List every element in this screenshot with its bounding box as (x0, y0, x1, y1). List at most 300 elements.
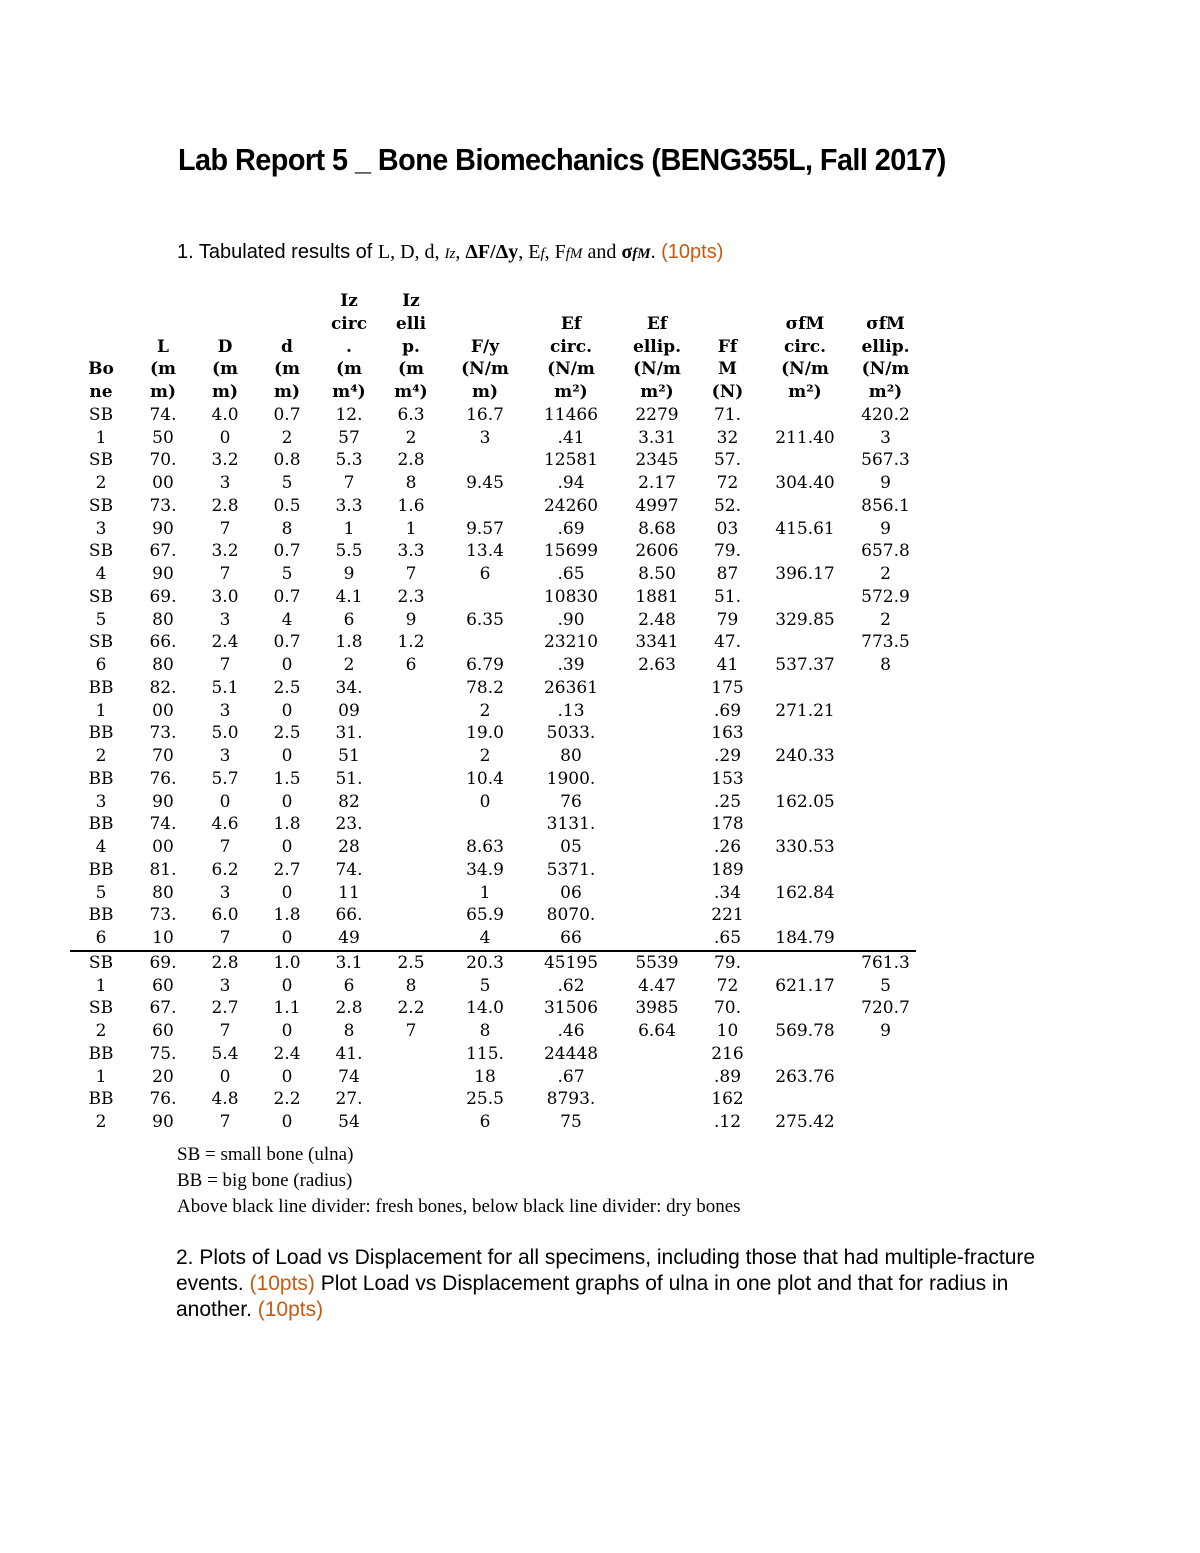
cell-line (855, 677, 916, 700)
cell-line (855, 722, 916, 745)
sep-1: , (455, 241, 466, 263)
cell-line: 6 (95, 928, 107, 948)
cell-line: 12581 (543, 450, 599, 471)
table-cell (528, 586, 614, 632)
cell-line: 8793. (546, 1089, 596, 1110)
cell-line: .89 (713, 1066, 742, 1087)
table-row (70, 951, 916, 998)
table-cell (442, 540, 528, 586)
table-cell (318, 722, 380, 768)
cell-line: 8.50 (638, 564, 676, 584)
cell-line: .69 (713, 700, 742, 721)
cell-line: 78.2 (466, 677, 504, 698)
cell-line (755, 722, 855, 745)
cell-line: 216 (711, 1043, 744, 1064)
cell-line: 6 (343, 609, 355, 630)
table-cell (700, 768, 755, 814)
cell-line: 4997 (635, 495, 679, 516)
cell-line: 3341 (635, 632, 679, 653)
cell-line (614, 768, 700, 791)
question-2-points-a: (10pts) (249, 1272, 315, 1295)
cell-line: .26 (713, 837, 742, 857)
cell-line: 18 (474, 1066, 496, 1087)
cell-line: 41. (335, 1043, 363, 1064)
cell-line: 7 (219, 1021, 231, 1041)
table-cell (442, 951, 528, 998)
cell-line: 5.4 (211, 1043, 239, 1064)
cell-line: 5 (880, 975, 891, 996)
cell-line: 66. (149, 632, 177, 653)
column-header (528, 290, 614, 404)
table-cell (380, 768, 442, 814)
table-cell (755, 997, 855, 1043)
table-cell (380, 1043, 442, 1089)
cell-line: 6.35 (466, 609, 504, 630)
cell-line (614, 1111, 700, 1134)
cell-line: SB (88, 998, 114, 1019)
table-cell (132, 768, 194, 814)
table-cell (70, 722, 132, 768)
cell-line: .46 (557, 1021, 585, 1041)
cell-line: 189 (711, 859, 744, 880)
cell-line: 23. (335, 814, 363, 835)
cell-line: 4 (479, 928, 491, 948)
cell-line: 3 (219, 609, 231, 630)
table-cell (855, 677, 916, 723)
cell-line: 211.40 (775, 427, 835, 448)
cell-line: 79. (713, 541, 742, 562)
cell-line: 5.3 (335, 450, 363, 471)
cell-line: 24448 (543, 1043, 599, 1064)
cell-line: 0.7 (273, 404, 301, 425)
cell-line: 9 (880, 473, 891, 493)
cell-line (614, 745, 700, 768)
cell-line: 2 (880, 609, 891, 630)
cell-line: 27. (335, 1089, 363, 1110)
table-cell (614, 904, 700, 951)
var-ef-sub: f (540, 246, 545, 262)
cell-line: 5371. (546, 859, 596, 880)
table-cell (318, 904, 380, 951)
table-cell (70, 404, 132, 450)
cell-line (614, 791, 700, 814)
cell-line (855, 745, 916, 768)
table-cell (318, 449, 380, 495)
cell-line: 73. (149, 495, 177, 516)
table-cell (318, 951, 380, 998)
cell-line: .41 (557, 427, 585, 448)
cell-line: 5 (95, 609, 107, 630)
header-line: d (281, 336, 293, 357)
table-cell (194, 768, 256, 814)
table-cell (855, 997, 916, 1043)
header-line: (m (149, 359, 177, 380)
table-cell (256, 449, 318, 495)
cell-line: 80 (560, 746, 582, 766)
table-cell (700, 951, 755, 998)
cell-line: 7 (219, 564, 231, 584)
table-cell (528, 997, 614, 1043)
table-cell (855, 951, 916, 998)
cell-line: 6 (479, 1112, 491, 1132)
table-cell (528, 1088, 614, 1134)
cell-line: 6.2 (211, 859, 239, 880)
table-cell (614, 1043, 700, 1089)
cell-line (755, 540, 855, 563)
cell-line: 0.7 (273, 632, 301, 653)
cell-line: 03 (716, 518, 739, 539)
cell-line: 50 (152, 427, 174, 448)
table-cell (700, 495, 755, 541)
cell-line: 71. (713, 404, 742, 425)
table-cell (132, 951, 194, 998)
header-line: Ef (560, 313, 582, 334)
cell-line: 2 (479, 746, 491, 766)
cell-line: 79 (716, 609, 739, 630)
cell-line: 115. (466, 1043, 504, 1064)
var-ffm-sub: fM (565, 246, 583, 262)
table-cell (380, 495, 442, 541)
cell-line: 0 (281, 1066, 293, 1087)
header-row (70, 290, 916, 404)
table-cell (256, 951, 318, 998)
cell-line: .13 (557, 700, 585, 721)
page-title: Lab Report 5 _ Bone Biomechanics (BENG355L, Fall 2017) (178, 142, 946, 177)
table-cell (528, 951, 614, 998)
cell-line: 1 (405, 518, 417, 539)
cell-line: 2.8 (397, 450, 425, 471)
cell-line: SB (88, 632, 114, 653)
cell-line: 0.7 (273, 541, 301, 562)
table-cell (528, 722, 614, 768)
table-cell (442, 997, 528, 1043)
table-cell (70, 1088, 132, 1134)
table-cell (132, 631, 194, 677)
cell-line: 1 (343, 518, 355, 539)
cell-line: 74 (338, 1066, 360, 1087)
table-row (70, 540, 916, 586)
cell-line: 5 (281, 473, 293, 493)
cell-line: 8.63 (466, 837, 504, 857)
cell-line: 00 (152, 700, 174, 721)
cell-line: 2 (95, 473, 107, 493)
cell-line (755, 859, 855, 882)
cell-line: 2 (95, 746, 107, 766)
cell-line: .25 (713, 791, 742, 812)
cell-line: 4 (95, 564, 107, 584)
cell-line (380, 859, 442, 882)
cell-line: BB (88, 859, 114, 880)
table-cell (256, 997, 318, 1043)
table-cell (755, 813, 855, 859)
cell-line: 773.5 (861, 632, 910, 653)
header-line: (N/m (781, 359, 829, 380)
cell-line: 1.6 (397, 495, 425, 516)
cell-line: 9.57 (466, 518, 504, 539)
table-row (70, 1088, 916, 1134)
cell-line: 23210 (543, 632, 599, 653)
table-cell (700, 677, 755, 723)
table-cell (700, 997, 755, 1043)
cell-line: 2.5 (273, 677, 301, 698)
table-cell (194, 859, 256, 905)
table-cell (700, 859, 755, 905)
table-cell (528, 631, 614, 677)
cell-line: 4.8 (211, 1089, 239, 1110)
cell-line (855, 768, 916, 791)
cell-line: 82 (338, 791, 360, 812)
cell-line: 0 (281, 1112, 293, 1132)
column-header (614, 290, 700, 404)
cell-line: 0 (219, 427, 231, 448)
header-line: p. (402, 336, 420, 357)
table-cell (855, 586, 916, 632)
cell-line (855, 813, 916, 836)
cell-line: 72 (716, 473, 739, 493)
question-2-points-b: (10pts) (257, 1298, 324, 1321)
cell-line: 0 (281, 837, 293, 857)
cell-line (380, 813, 442, 836)
cell-line: 10 (716, 1021, 739, 1041)
cell-line: 8 (880, 655, 891, 675)
cell-line: 3.3 (397, 541, 425, 562)
cell-line: 82. (149, 677, 177, 698)
cell-line: 0.7 (273, 586, 301, 607)
cell-line: 67. (149, 998, 177, 1019)
cell-line: 34. (335, 677, 363, 698)
header-line: σfM (785, 313, 825, 334)
cell-line: 2 (281, 427, 293, 448)
cell-line: BB (88, 677, 114, 698)
table-cell (132, 586, 194, 632)
cell-line: .69 (557, 518, 585, 539)
cell-line: 90 (152, 1112, 174, 1132)
cell-line: 45195 (543, 952, 599, 973)
table-cell (318, 586, 380, 632)
cell-line: BB (88, 905, 114, 926)
cell-line: 4 (95, 837, 107, 857)
vars-ldd: L, D, d, (377, 241, 445, 263)
table-cell (614, 540, 700, 586)
cell-line: 1.2 (397, 632, 425, 653)
table-cell (380, 540, 442, 586)
cell-line: 5.5 (335, 541, 363, 562)
cell-line: 2 (479, 700, 491, 721)
table-cell (318, 677, 380, 723)
cell-line: 34.9 (466, 859, 504, 880)
cell-line: 00 (152, 837, 174, 857)
table-cell (855, 904, 916, 951)
table-cell (194, 404, 256, 450)
sep-2: , E (518, 241, 541, 263)
header-line: m) (211, 382, 239, 402)
table-cell (70, 997, 132, 1043)
cell-line: SB (88, 952, 114, 973)
cell-line: 25.5 (466, 1089, 504, 1110)
cell-line: 2.48 (638, 609, 676, 630)
cell-line: 5033. (546, 723, 596, 744)
table-cell (755, 859, 855, 905)
cell-line (614, 836, 700, 859)
table-cell (132, 495, 194, 541)
cell-line: 304.40 (775, 473, 835, 493)
cell-line (442, 586, 528, 609)
cell-line: 153 (711, 768, 744, 789)
cell-line (755, 997, 855, 1020)
cell-line: 66. (335, 905, 363, 926)
table-row (70, 586, 916, 632)
table-cell (256, 540, 318, 586)
cell-line (614, 927, 700, 950)
cell-line: 2.2 (397, 998, 425, 1019)
cell-line: SB (88, 450, 114, 471)
cell-line: 2.8 (211, 952, 239, 973)
table-cell (528, 449, 614, 495)
table-cell (614, 586, 700, 632)
cell-line: 330.53 (775, 837, 835, 857)
cell-line: 28 (338, 837, 360, 857)
table-cell (755, 1043, 855, 1089)
cell-line: 80 (152, 882, 174, 903)
cell-line: .94 (557, 473, 585, 493)
var-fy: ΔF/Δy (465, 241, 519, 263)
cell-line: 1881 (635, 586, 679, 607)
cell-line: 9.45 (466, 473, 504, 493)
var-iz: Iz (444, 246, 456, 262)
header-line: σfM (866, 313, 905, 334)
note-divider: Above black line divider: fresh bones, below black line divider: dry bones (177, 1196, 741, 1217)
cell-line: 2.8 (335, 998, 363, 1019)
table-row (70, 768, 916, 814)
cell-line: 20 (152, 1066, 174, 1087)
cell-line: 1.0 (273, 952, 301, 973)
table-header (70, 290, 916, 404)
cell-line (442, 495, 528, 518)
table-cell (194, 813, 256, 859)
cell-line: BB (88, 723, 114, 744)
column-header (318, 290, 380, 404)
cell-line: 51. (335, 768, 363, 789)
table-cell (318, 404, 380, 450)
cell-line: 90 (152, 518, 174, 539)
column-header (380, 290, 442, 404)
cell-line: 52. (713, 495, 742, 516)
table-cell (256, 722, 318, 768)
cell-line: 2.7 (211, 998, 239, 1019)
cell-line: 00 (152, 473, 174, 493)
cell-line: 70. (713, 998, 742, 1019)
table-cell (318, 1088, 380, 1134)
table-cell (755, 449, 855, 495)
cell-line (380, 722, 442, 745)
table-row (70, 997, 916, 1043)
header-line: (m (273, 359, 301, 380)
table-cell (528, 677, 614, 723)
table-cell (700, 813, 755, 859)
header-line: . (346, 336, 352, 357)
table-cell (755, 586, 855, 632)
table-cell (700, 1043, 755, 1089)
table-row (70, 904, 916, 951)
table-cell (755, 540, 855, 586)
column-header (855, 290, 916, 404)
cell-line: 8.68 (638, 518, 676, 539)
cell-line: 1.8 (273, 905, 301, 926)
table-cell (528, 813, 614, 859)
cell-line (855, 904, 916, 927)
table-cell (755, 1088, 855, 1134)
cell-line: 72 (716, 975, 739, 996)
table-cell (442, 677, 528, 723)
table-row (70, 722, 916, 768)
table-cell (614, 722, 700, 768)
cell-line: 79. (713, 952, 742, 973)
table-cell (614, 631, 700, 677)
cell-line: 8 (281, 518, 293, 539)
cell-line (442, 813, 528, 836)
question-1 (177, 241, 723, 264)
table-cell (318, 631, 380, 677)
table-cell (380, 951, 442, 998)
cell-line (614, 813, 700, 836)
table-cell (194, 951, 256, 998)
table-cell (700, 404, 755, 450)
table-cell (755, 631, 855, 677)
cell-line: 90 (152, 564, 174, 584)
header-line: circ. (549, 336, 593, 357)
cell-line: 60 (152, 1021, 174, 1041)
table-cell (528, 904, 614, 951)
table-cell (380, 449, 442, 495)
table-cell (855, 540, 916, 586)
header-line: M (718, 359, 737, 380)
table-cell (380, 1088, 442, 1134)
cell-line: 75 (560, 1112, 582, 1132)
table-cell (194, 904, 256, 951)
cell-line: 74. (149, 404, 177, 425)
table-cell (70, 813, 132, 859)
cell-line: 162.84 (775, 882, 835, 903)
header-line: Bo (88, 359, 114, 380)
table-cell (256, 1043, 318, 1089)
table-row (70, 631, 916, 677)
table-row (70, 495, 916, 541)
cell-line (442, 631, 528, 654)
cell-line: 3 (95, 791, 107, 812)
cell-line: BB (88, 1089, 114, 1110)
table-cell (442, 859, 528, 905)
cell-line (614, 677, 700, 700)
header-line: m) (149, 382, 177, 402)
cell-line: 09 (338, 700, 360, 721)
table-cell (442, 768, 528, 814)
header-line: m²) (554, 382, 588, 402)
cell-line: 76 (560, 791, 582, 812)
table-cell (318, 540, 380, 586)
table-cell (194, 449, 256, 495)
cell-line: 1.1 (273, 998, 301, 1019)
table-cell (855, 449, 916, 495)
cell-line: 12. (335, 404, 363, 425)
table-cell (380, 586, 442, 632)
cell-line: 0 (479, 791, 491, 812)
cell-line: 3.2 (211, 450, 239, 471)
cell-line: 31. (335, 723, 363, 744)
cell-line: 47. (713, 632, 742, 653)
cell-line: 657.8 (861, 541, 910, 562)
cell-line: 2.2 (273, 1089, 301, 1110)
cell-line: 221 (711, 905, 744, 926)
